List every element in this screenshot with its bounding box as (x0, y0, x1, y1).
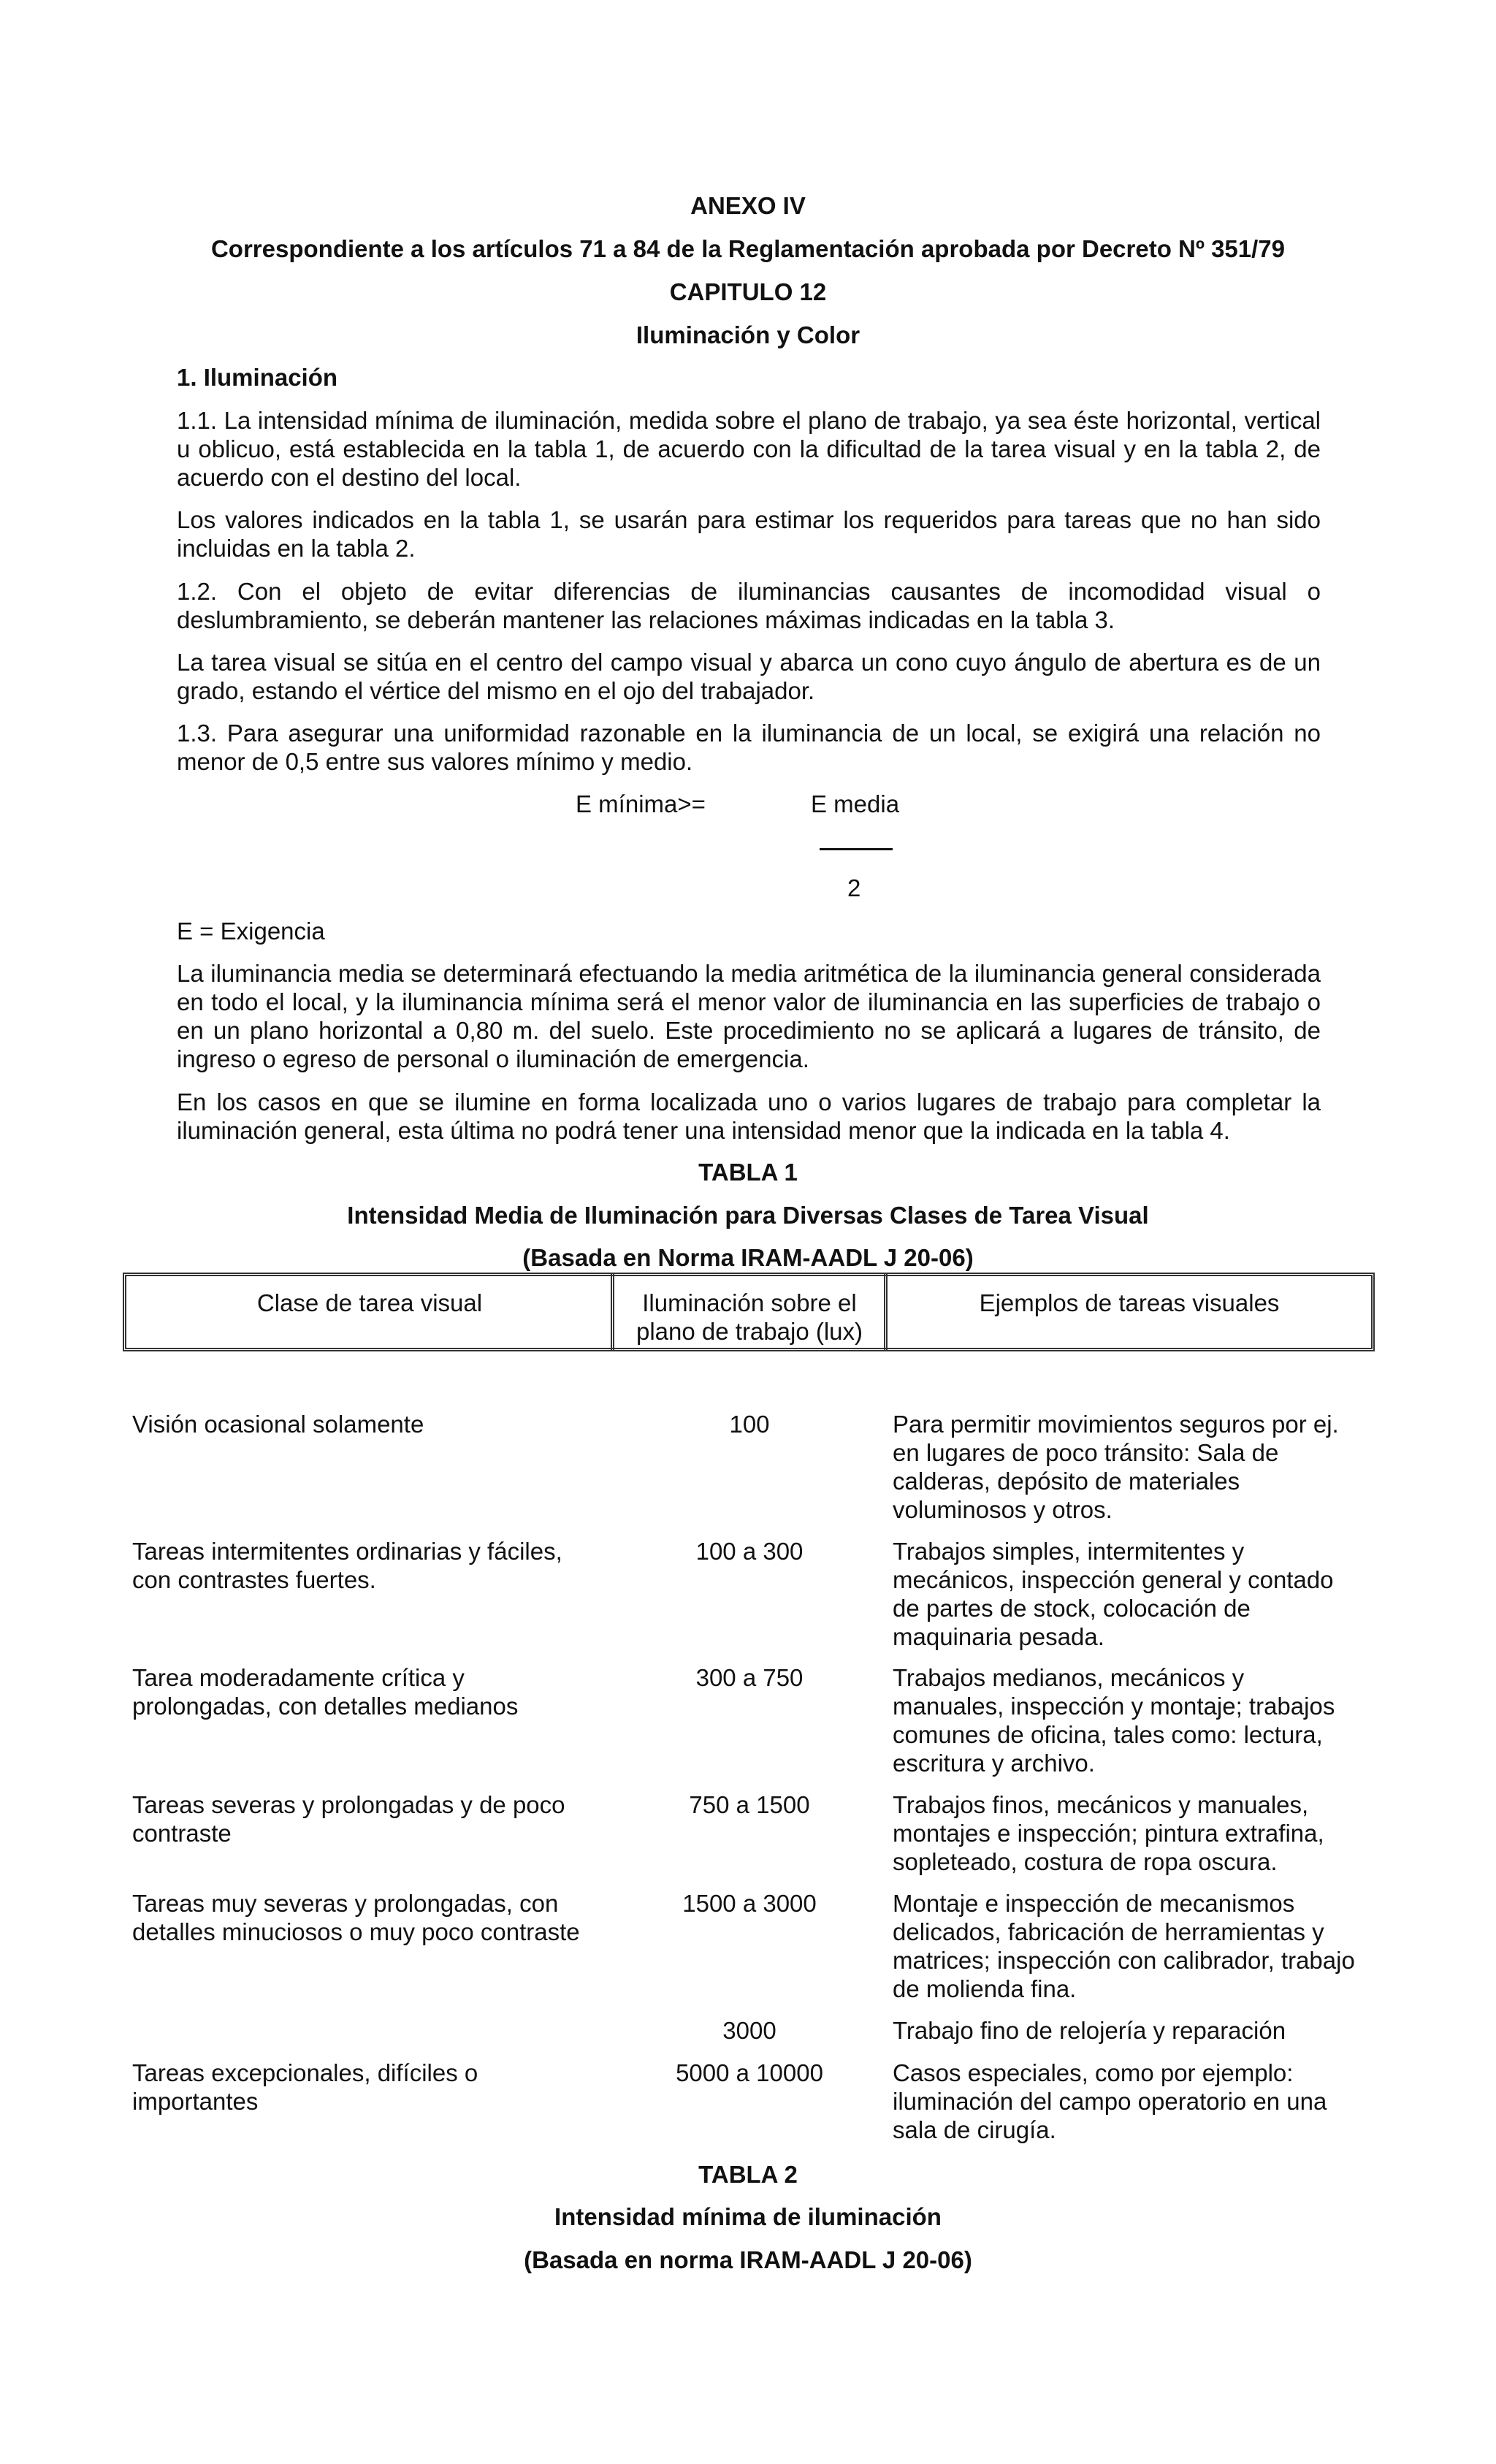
paragraph-1-3: 1.3. Para asegurar una uniformidad razonable en la iluminancia de un local, se exigirá una relación no menor de 0,5 entre sus valores mínimo y medio. (177, 720, 1321, 775)
table1-task-line: importantes (132, 2088, 259, 2115)
annex-subtitle: Correspondiente a los artículos 71 a 84 de la Reglamentación aprobada por Decreto Nº 351/79 (210, 235, 1286, 262)
chapter-title: Iluminación y Color (636, 321, 860, 348)
table1-task-line: con contrastes fuertes. (132, 1566, 376, 1593)
table1-lux-value: 5000 a 10000 (676, 2059, 823, 2086)
table1-task-line: contraste (132, 1820, 232, 1847)
table1-task-line: Tarea moderadamente crítica y (132, 1664, 465, 1691)
table1-task-line: Tareas muy severas y prolongadas, con (132, 1890, 559, 1917)
table1-lux-value: 100 a 300 (695, 1538, 804, 1565)
table2-label: TABLA 2 (698, 2161, 798, 2188)
table1-example-line: delicados, fabricación de herramientas y (893, 1918, 1324, 1945)
table1-example-line: Trabajos simples, intermitentes y (893, 1538, 1245, 1565)
formula-denominator: 2 (847, 874, 861, 901)
table1-example-line: de molienda fina. (893, 1975, 1077, 2002)
table1-lux-value: 3000 (722, 2017, 776, 2044)
table1-header-examples: Ejemplos de tareas visuales (979, 1289, 1280, 1316)
table1-example-line: voluminosos y otros. (893, 1496, 1113, 1523)
paragraph-values-note: Los valores indicados en la tabla 1, se usarán para estimar los requeridos para tareas que no han sido incluidas en la tabla 2. (177, 506, 1321, 562)
section-title: 1. Iluminación (177, 364, 338, 391)
formula-numerator: E media (811, 790, 900, 817)
table1-label: TABLA 1 (698, 1159, 798, 1186)
table1-lux-value: 100 (729, 1411, 770, 1438)
table1-lux-value: 750 a 1500 (689, 1791, 810, 1818)
paragraph-localized-lighting: En los casos en que se ilumine en forma localizada uno o varios lugares de trabajo para completar la iluminación general, esta última no podrá tener una intensidad menor que la indicada en la tabla 4. (177, 1088, 1321, 1144)
table1-header-lux-line1: Iluminación sobre el (642, 1289, 857, 1316)
table1-example-line: matrices; inspección con calibrador, trabajo (893, 1947, 1355, 1974)
table2-title: Intensidad mínima de iluminación (554, 2203, 942, 2230)
table1-task-line: Tareas intermitentes ordinarias y fáciles, (132, 1538, 562, 1565)
table1-lux-value: 300 a 750 (695, 1664, 804, 1691)
paragraph-1-1: 1.1. La intensidad mínima de iluminación, medida sobre el plano de trabajo, ya sea éste horizontal, vertical u oblicuo, está establecida en la tabla 1, de acuerdo con la dificultad de la tarea visual y en la tabla 2, de acuerdo con el destino del local. (177, 407, 1321, 491)
table1-example-line: en lugares de poco tránsito: Sala de (893, 1439, 1279, 1466)
formula-lhs: E mínima>= (576, 790, 706, 817)
table1-example-line: escritura y archivo. (893, 1750, 1095, 1777)
paragraph-visual-task: La tarea visual se sitúa en el centro del campo visual y abarca un cono cuyo ángulo de abertura es de un grado, estando el vértice del mismo en el ojo del trabajador. (177, 649, 1321, 704)
paragraph-1-2: 1.2. Con el objeto de evitar diferencias de iluminancias causantes de incomodidad visual o deslumbramiento, se deberán mantener las relaciones máximas indicadas en la tabla 3. (177, 578, 1321, 633)
paragraph-average-illuminance: La iluminancia media se determinará efectuando la media aritmética de la iluminancia general considerada en todo el local, y la iluminancia mínima será el menor valor de iluminancia en las superficies de trabajo o en un plano horizontal a 0,80 m. del suelo. Este procedimiento no se aplicará a lugares de tránsito, de ingreso o egreso de personal o iluminación de emergencia. (177, 960, 1321, 1072)
table1-lux-value: 1500 a 3000 (682, 1890, 817, 1917)
table1-task-line: prolongadas, con detalles medianos (132, 1693, 519, 1720)
table1-basis: (Basada en Norma IRAM-AADL J 20-06) (522, 1244, 974, 1271)
table1-header-divider-1 (611, 1273, 614, 1351)
table1-example-line: Trabajos finos, mecánicos y manuales, (893, 1791, 1309, 1818)
table1-task-line: detalles minuciosos o muy poco contraste (132, 1918, 580, 1945)
table1-example-line: sala de cirugía. (893, 2116, 1056, 2143)
table1-title: Intensidad Media de Iluminación para Diversas Clases de Tarea Visual (347, 1202, 1149, 1229)
table1-task-line: Tareas excepcionales, difíciles o (132, 2059, 478, 2086)
fraction-bar (820, 848, 893, 850)
table1-example-line: montajes e inspección; pintura extrafina, (893, 1820, 1324, 1847)
table2-basis: (Basada en norma IRAM-AADL J 20-06) (524, 2246, 972, 2273)
table1-example-line: iluminación del campo operatorio en una (893, 2088, 1327, 2115)
table1-example-line: de partes de stock, colocación de (893, 1595, 1251, 1622)
table1-example-line: sopleteado, costura de ropa oscura. (893, 1848, 1278, 1875)
chapter-heading: CAPITULO 12 (669, 278, 827, 305)
table1-example-line: Trabajo fino de relojería y reparación (893, 2017, 1286, 2044)
table1-example-line: manuales, inspección y montaje; trabajos (893, 1693, 1335, 1720)
table1-example-line: Para permitir movimientos seguros por ej. (893, 1411, 1339, 1438)
table1-example-line: Trabajos medianos, mecánicos y (893, 1664, 1245, 1691)
table1-example-line: Montaje e inspección de mecanismos (893, 1890, 1295, 1917)
table1-example-line: Casos especiales, como por ejemplo: (893, 2059, 1294, 2086)
table1-example-line: maquinaria pesada. (893, 1623, 1104, 1650)
table1-header-lux-line2: plano de trabajo (lux) (636, 1318, 863, 1345)
table1-task-line: Visión ocasional solamente (132, 1411, 424, 1438)
table1-task-line: Tareas severas y prolongadas y de poco (132, 1791, 565, 1818)
table1-example-line: calderas, depósito de materiales (893, 1468, 1240, 1495)
formula-legend: E = Exigencia (177, 918, 325, 945)
table1-header-task: Clase de tarea visual (256, 1289, 483, 1316)
table1-header-divider-2 (884, 1273, 888, 1351)
table1-example-line: mecánicos, inspección general y contado (893, 1566, 1334, 1593)
annex-heading: ANEXO IV (690, 192, 806, 219)
table1-example-line: comunes de oficina, tales como: lectura, (893, 1721, 1323, 1748)
